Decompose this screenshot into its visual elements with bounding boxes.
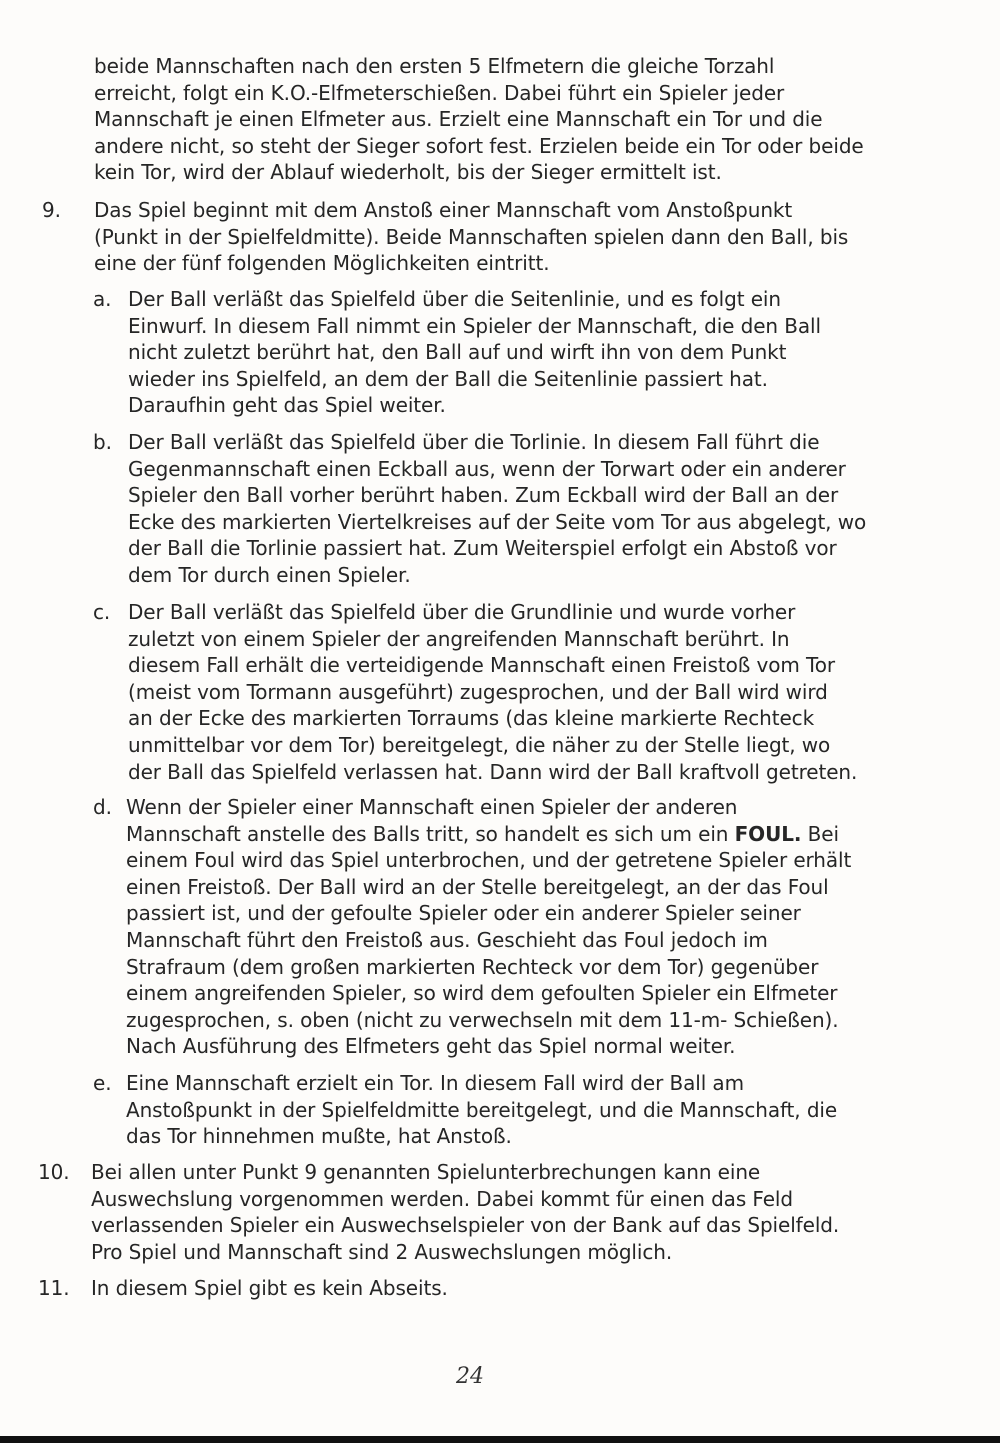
text-line: Ecke des markierten Viertelkreises auf der Seite vom Tor aus abgelegt, wo [128, 509, 867, 534]
text-line: unmittelbar vor dem Tor) bereitgelegt, die näher zu der Stelle liegt, wo [128, 732, 831, 757]
sub-item-label: d. [93, 795, 112, 819]
text-line: einen Freistoß. Der Ball wird an der Stelle bereitgelegt, an der das Foul [126, 874, 829, 899]
text-line: Gegenmannschaft einen Eckball aus, wenn der Torwart oder ein anderer [128, 456, 846, 481]
text-line: Nach Ausführung des Elfmeters geht das Spiel normal weiter. [126, 1034, 736, 1059]
text-line: passiert ist, und der gefoulte Spieler oder ein anderer Spieler seiner [126, 901, 801, 926]
sub-item-label: a. [93, 287, 112, 311]
item-text [94, 197, 848, 277]
sub-item-text [128, 286, 821, 419]
item-number: 10. [38, 1160, 70, 1184]
text-line: nicht zuletzt berührt hat, den Ball auf und wirft ihn von dem Punkt [128, 340, 787, 365]
text-line: andere nicht, so steht der Sieger sofort fest. Erzielen beide ein Tor oder beide [94, 133, 864, 158]
text-line: Mannschaft je einen Elfmeter aus. Erzielt eine Mannschaft ein Tor und die [94, 107, 823, 132]
text-line: der Ball das Spielfeld verlassen hat. Dann wird der Ball kraftvoll getreten. [128, 759, 858, 784]
text-line [126, 821, 851, 848]
text-line: Bei allen unter Punkt 9 genannten Spielunterbrechungen kann eine [91, 1160, 761, 1184]
text-line: (Punkt in der Spielfeldmitte). Beide Mannschaften spielen dann den Ball, bis [94, 224, 849, 249]
text-line: Der Ball verläßt das Spielfeld über die Seitenlinie, und es folgt ein [128, 287, 781, 311]
item-text [91, 1275, 448, 1302]
text-line: kein Tor, wird der Ablauf wiederholt, bis der Sieger ermittelt ist. [94, 160, 722, 185]
text-line: dem Tor durch einen Spieler. [128, 562, 411, 587]
sub-item-text [128, 599, 857, 785]
intro-paragraph [94, 53, 864, 186]
text-line: Das Spiel beginnt mit dem Anstoß einer Mannschaft vom Anstoßpunkt [94, 198, 793, 222]
text-line: verlassenden Spieler ein Auswechselspieler von der Bank auf das Spielfeld. [91, 1213, 840, 1238]
sub-item-label: b. [93, 430, 112, 454]
sub-item-text [128, 429, 866, 589]
text-line: Strafraum (dem großen markierten Rechteck vor dem Tor) gegenüber [126, 954, 819, 979]
text-line: Der Ball verläßt das Spielfeld über die Grundlinie und wurde vorher [128, 600, 796, 624]
text-line: eine der fünf folgenden Möglichkeiten eintritt. [94, 251, 550, 276]
text-line: Der Ball verläßt das Spielfeld über die Torlinie. In diesem Fall führt die [128, 430, 820, 454]
text-line: einem Foul wird das Spiel unterbrochen, und der getretene Spieler erhält [126, 848, 852, 873]
text-line: Anstoßpunkt in der Spielfeldmitte bereitgelegt, und die Mannschaft, die [126, 1097, 838, 1122]
text-line: (meist vom Tormann ausgeführt) zugesprochen, und der Ball wird wird [128, 679, 828, 704]
text-line: das Tor hinnehmen mußte, hat Anstoß. [126, 1124, 512, 1149]
scan-edge [0, 1436, 1000, 1443]
text-line: Mannschaft führt den Freistoß aus. Geschieht das Foul jedoch im [126, 927, 768, 952]
text-line: der Ball die Torlinie passiert hat. Zum Weiterspiel erfolgt ein Abstoß vor [128, 536, 837, 561]
item-number: 9. [42, 198, 61, 222]
item-number: 11. [38, 1276, 70, 1300]
text-line: Auswechslung vorgenommen werden. Dabei kommt für einen das Feld [91, 1186, 793, 1211]
text-line: an der Ecke des markierten Torraums (das kleine markierte Rechteck [128, 706, 815, 731]
item-text [91, 1159, 839, 1265]
text-line: In diesem Spiel gibt es kein Abseits. [91, 1276, 448, 1300]
text-segment: Mannschaft anstelle des Balls tritt, so handelt es sich um ein [126, 821, 735, 846]
text-segment: Bei [801, 821, 839, 846]
page-number: 24 [456, 1364, 484, 1389]
sub-item-label: c. [93, 600, 111, 624]
text-line: Spieler den Ball vorher berührt haben. Zum Eckball wird der Ball an der [128, 483, 839, 508]
text-line: Eine Mannschaft erzielt ein Tor. In diesem Fall wird der Ball am [126, 1071, 744, 1095]
text-line: wieder ins Spielfeld, an dem der Ball die Seitenlinie passiert hat. [128, 366, 768, 391]
text-line: zugesprochen, s. oben (nicht zu verwechseln mit dem 11-m- Schießen). [126, 1007, 839, 1032]
text-line: einem angreifenden Spieler, so wird dem gefoulten Spieler ein Elfmeter [126, 981, 838, 1006]
text-line: Daraufhin geht das Spiel weiter. [128, 393, 446, 418]
text-line: Einwurf. In diesem Fall nimmt ein Spieler der Mannschaft, die den Ball [128, 313, 821, 338]
text-line: Wenn der Spieler einer Mannschaft einen Spieler der anderen [126, 795, 738, 819]
sub-item-text [126, 794, 851, 1060]
text-line: zuletzt von einem Spieler der angreifenden Mannschaft berührt. In [128, 626, 790, 651]
text-line: erreicht, folgt ein K.O.-Elfmeterschießen. Dabei führt ein Spieler jeder [94, 80, 785, 105]
sub-item-text [126, 1070, 837, 1150]
text-line: diesem Fall erhält die verteidigende Mannschaft einen Freistoß vom Tor [128, 653, 835, 678]
foul-emphasis: FOUL. [734, 821, 802, 846]
sub-item-label: e. [93, 1071, 112, 1095]
text-line: Pro Spiel und Mannschaft sind 2 Auswechslungen möglich. [91, 1239, 673, 1264]
text-line: beide Mannschaften nach den ersten 5 Elfmetern die gleiche Torzahl [94, 54, 775, 78]
